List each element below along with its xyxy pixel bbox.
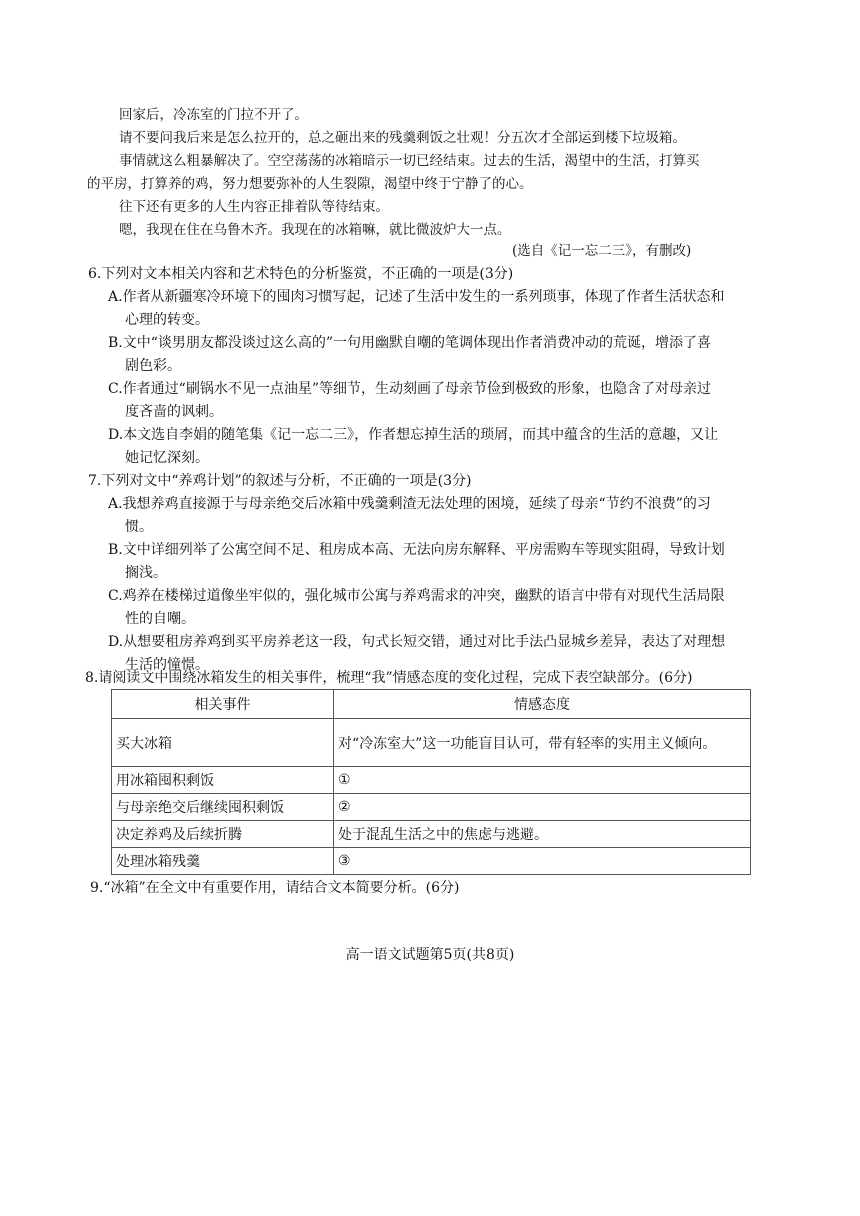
table-header-cell: 相关事件 bbox=[112, 690, 334, 719]
q6-option-b: B.文中“谈男朋友都没谈过这么高的”一句用幽默自嘲的笔调体现出作者消费冲动的荒诞，增添了喜 bbox=[108, 335, 712, 351]
q6-option-a-cont: 心理的转变。 bbox=[125, 312, 209, 328]
table-row bbox=[112, 719, 751, 767]
event-cell: 处理冰箱残羹 bbox=[112, 848, 334, 875]
q7-option-a: A.我想养鸡直接源于与母亲绝交后冰箱中残羹剩渣无法处理的困境，延续了母亲“节约不浪费”的习 bbox=[108, 496, 711, 512]
q7-option-b-cont: 搁浅。 bbox=[125, 565, 167, 581]
passage-line: 回家后，冷冻室的门拉不开了。 bbox=[119, 107, 308, 123]
q6-option-b-cont: 剧色彩。 bbox=[125, 358, 181, 374]
event-cell: 决定养鸡及后续折腾 bbox=[112, 821, 334, 848]
question-7-stem: 7.下列对文中“养鸡计划”的叙述与分析，不正确的一项是(3分) bbox=[88, 473, 472, 489]
table-header-cell: 情感态度 bbox=[334, 690, 751, 719]
q6-option-c: C.作者通过“刷锅水不见一点油星”等细节，生动刻画了母亲节俭到极致的形象，也隐含了对母亲过 bbox=[108, 381, 711, 397]
q6-option-d-cont: 她记忆深刻。 bbox=[125, 450, 209, 466]
attitude-cell: 处于混乱生活之中的焦虑与逃避。 bbox=[334, 821, 751, 848]
question-6-stem: 6.下列对文本相关内容和艺术特色的分析鉴赏，不正确的一项是(3分) bbox=[88, 266, 514, 282]
event-cell: 与母亲绝交后继续囤积剩饭 bbox=[112, 794, 334, 821]
passage-line: 嗯，我现在住在乌鲁木齐。我现在的冰箱嘛，就比微波炉大一点。 bbox=[119, 222, 511, 238]
q7-option-d: D.从想要租房养鸡到买平房养老这一段，句式长短交错，通过对比手法凸显城乡差异，表达了对理想 bbox=[108, 634, 726, 650]
q7-option-b: B.文中详细列举了公寓空间不足、租房成本高、无法向房东解释、平房需购车等现实阻碍，导致计划 bbox=[108, 542, 725, 558]
passage-line: 请不要问我后来是怎么拉开的，总之砸出来的残羹剩饭之壮观！分五次才全部运到楼下垃圾箱。 bbox=[119, 130, 686, 146]
question-8-stem: 8.请阅读文中围绕冰箱发生的相关事件，梳理“我”情感态度的变化过程，完成下表空缺部分。(6分) bbox=[85, 670, 693, 686]
q7-option-c-cont: 性的自嘲。 bbox=[125, 611, 195, 627]
table-header-row bbox=[112, 690, 751, 719]
passage-line: 往下还有更多的人生内容正排着队等待结束。 bbox=[119, 199, 389, 215]
q7-option-c: C.鸡养在楼梯过道像坐牢似的，强化城市公寓与养鸡需求的冲突，幽默的语言中带有对现代生活局限 bbox=[108, 588, 725, 604]
attitude-cell: 对“冷冻室大”这一功能盲目认可，带有轻率的实用主义倾向。 bbox=[334, 719, 751, 767]
events-table bbox=[111, 689, 751, 875]
page-footer: 高一语文试题第5页(共8页) bbox=[345, 947, 515, 963]
attitude-cell: ① bbox=[334, 767, 751, 794]
passage-source: (选自《记一忘二三》，有删改) bbox=[512, 243, 692, 259]
event-cell: 用冰箱囤积剩饭 bbox=[112, 767, 334, 794]
attitude-cell: ③ bbox=[334, 848, 751, 875]
table-row bbox=[112, 767, 751, 794]
q6-option-c-cont: 度吝啬的讽刺。 bbox=[125, 404, 223, 420]
passage-line: 事情就这么粗暴解决了。空空荡荡的冰箱暗示一切已经结束。过去的生活，渴望中的生活，打算买 bbox=[119, 153, 700, 169]
q6-option-a: A.作者从新疆寒冷环境下的囤肉习惯写起，记述了生活中发生的一系列琐事，体现了作者生活状态和 bbox=[108, 289, 725, 305]
question-9-stem: 9.“冰箱”在全文中有重要作用，请结合文本简要分析。(6分) bbox=[90, 880, 460, 896]
q7-option-a-cont: 惯。 bbox=[125, 519, 153, 535]
table-row bbox=[112, 794, 751, 821]
attitude-cell: ② bbox=[334, 794, 751, 821]
passage-line: 的平房，打算养的鸡，努力想要弥补的人生裂隙，渴望中终于宁静了的心。 bbox=[87, 176, 533, 192]
table-row bbox=[112, 821, 751, 848]
event-cell: 买大冰箱 bbox=[112, 719, 334, 767]
q7-option-d-cont: 生活的憧憬。 bbox=[125, 657, 209, 673]
q6-option-d: D.本文选自李娟的随笔集《记一忘二三》，作者想忘掉生活的琐屑，而其中蕴含的生活的意趣，又让 bbox=[108, 427, 719, 443]
table-row bbox=[112, 848, 751, 875]
